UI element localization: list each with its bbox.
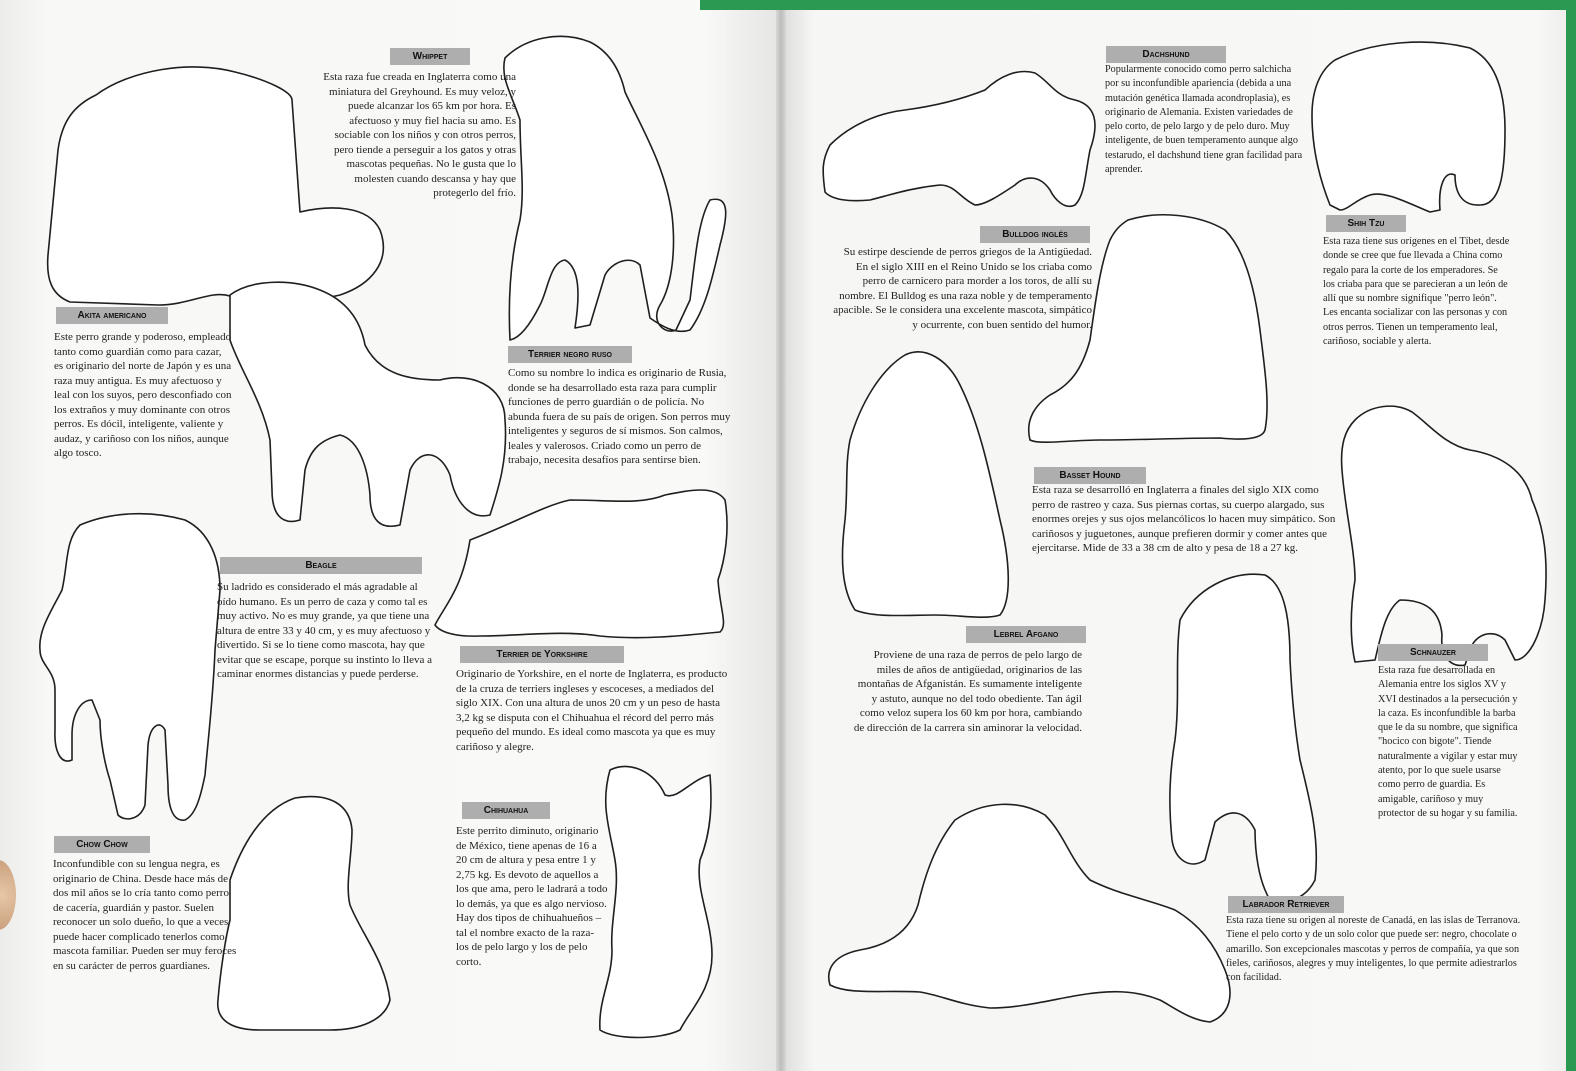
schnauzer-title: Schnauzer [1378,644,1488,661]
bulldog-title: Bulldog inglés [980,226,1090,243]
lebrel-cutout [1170,574,1316,902]
chow-chow-description: Inconfundible con su lengua negra, es originario de China. Desde hace más de dos mil años se lo cría tanto como perro de cacería, guardián y pastor. Suelen reconocer un solo dueño, lo que a veces puede hacer complicado tenerlos como mascota familiar. Pueden ser muy feroces en su carácter de perros guardianes. [53,858,237,972]
beagle-description: Su ladrido es considerado el más agradable al oído humano. Es un perro de caza y como tal es muy activo. No es muy grande, ya que tiene una altura de entre 33 y 40 cm, y es muy afectuoso y divertido. Si se lo tiene como mascota, hay que evitar que se escape, porque su instinto lo lleva a caminar enormes distancias y puede perderse. [217,581,433,680]
whippet-description: Esta raza fue creada en Inglaterra como una miniatura del Greyhound. Es muy veloz, y puede alcanzar los 65 km por hora. Es afectuoso y muy fiel hacia su amo. Es sociable con los niños y con otros perros, pero tiende a perseguir a los gatos y otras mascotas pequeñas. No le gusta que lo molesten cuando descansa y hay que protegerlo del frío. [323,71,516,199]
chow-chow-title: Chow Chow [54,836,150,853]
chihuahua-title: Chihuahua [462,802,550,819]
shih-tzu-title: Shih Tzu [1326,215,1406,232]
lebrel-description: Proviene de una raza de perros de pelo largo de miles de años de antigüedad, originarios de las montañas de Afganistán. Es sumamente inteligente y astuto, aunque no del todo obediente. Tan ágil como veloz supera los 60 km por hora, cambiando de dirección de la carrera sin aminorar la velocidad. [853,649,1082,734]
shih-tzu-description: Esta raza tiene sus orígenes en el Tíbet, desde donde se cree que fue llevada a China como regalo para la corte de los emperadores. Se los criaba para que se parecieran a un león de allí que su nombre signifique "perro león". Les encanta socializar con las personas y con otros perros. Tienen un temperamento leal, cariñoso, sociable y alerta. [1323,236,1510,348]
labrador-title: Labrador Retriever [1228,896,1344,913]
whippet-cutout [504,36,726,340]
basset-cutout [842,352,1008,617]
beagle-title: Beagle [220,557,422,574]
terrier-ruso-cutout [230,282,506,526]
akita-title: Akita americano [56,307,168,324]
bulldog-description: Su estirpe desciende de perros griegos de la Antigüedad. En el siglo XIII en el Reino Unido se los criaba como perro de carnicero para morder a los toros, de allí su nombre. El Bulldog es una raza noble y de temperamento apacible. Se le considera una excelente mascota, simpático y ocurrente, con buen sentido del humor. [833,246,1092,331]
labrador-description: Esta raza tiene su origen al noreste de Canadá, en las islas de Terranova. Tiene el pelo corto y de un solo color que puede ser: negro, chocolate o amarillo. Son excepcionales mascotas y perros de compañía, ya que son fieles, cariñosos, alegres y muy inteligentes, lo que permite adiestrarlos con facilidad. [1226,915,1521,984]
schnauzer-cutout [1342,406,1547,665]
beagle-cutout [40,514,220,820]
chihuahua-description: Este perrito diminuto, originario de México, tiene apenas de 16 a 20 cm de altura y pesa entre 1 y 2,75 kg. Es devoto de aquellos a los que ama, pero le ladrará a todo lo demás, ya que es algo nervioso. Hay dos tipos de chihuahueños –tal el nombre exacto de la raza- los de pelo largo y los de pelo corto. [456,825,608,968]
akita-description: Este perro grande y poderoso, empleado tanto como guardián como para cazar, es originario del norte de Japón y es una raza muy antigua. Es muy afectuoso y leal con los suyos, pero desconfiado con los extraños y muy dominante con otros perros. Es dócil, inteligente, valiente y audaz, y cariñoso con los niños, aunque algo tosco. [54,331,232,459]
terrier-ruso-title: Terrier negro ruso [508,346,632,363]
whippet-title: Whippet [390,48,470,65]
chow-cutout [218,797,390,1030]
basset-title: Basset Hound [1034,467,1146,484]
lebrel-title: Lebrel Afgano [966,626,1086,643]
dachshund-title: Dachshund [1106,46,1226,63]
yorkshire-description: Originario de Yorkshire, en el norte de Inglaterra, es producto de la cruza de terriers ingleses y escoceses, a mediados del siglo XIX. Con una altura de unos 20 cm y un peso de hasta 3,2 kg se disputa con el Chihuahua el récord del perro más pequeño del mundo. Es ideal como mascota ya que es muy cariñoso y alegre. [456,668,728,753]
basset-description: Esta raza se desarrolló en Inglaterra a finales del siglo XIX como perro de rastreo y caza. Sus piernas cortas, su cuerpo alargado, sus enormes orejes y sus ojos melancólicos lo hacen muy simpático. Son cariñosos y juguetones, aunque prefieren dormir y comer antes que ejercitarse. Mide de 33 a 38 cm de alto y pesa de 18 a 27 kg. [1032,484,1336,554]
terrier-ruso-description: Como su nombre lo indica es originario de Rusia, donde se ha desarrollado esta raza para cumplir funciones de perro guardián o de policía. No abunda fuera de su país de origen. Son perros muy inteligentes y seguros de sí mismos. Son calmos, leales y valerosos. Criado como un perro de trabajo, necesita desafíos para sentirse bien. [508,367,731,466]
schnauzer-description: Esta raza fue desarrollada en Alemania entre los siglos XV y XVI destinados a la persecución y la caza. Es inconfundible la barba que le da su nombre, que significa "hocico con bigote". Tiende naturalmente a vigilar y estar muy atento, por lo que suele usarse como perro de guardia. Es amigable, cariñoso y muy protector de su hogar y su familia. [1378,665,1518,819]
dachshund-cutout [823,72,1095,207]
dachshund-description: Popularmente conocido como perro salchicha por su inconfundible apariencia (debida a una mutación genética llamada acondroplasia), es originario de Alemania. Existen variedades de pelo corto, de pelo largo y de pelo duro. Muy inteligente, de buen temperamento aunque algo testarudo, el dachshund tiene gran facilidad para aprender. [1105,64,1303,176]
shih-tzu-cutout [1312,42,1505,212]
labrador-cutout [829,804,1230,1022]
yorkshire-title: Terrier de Yorkshire [460,646,624,663]
chihuahua-cutout [600,766,712,1037]
